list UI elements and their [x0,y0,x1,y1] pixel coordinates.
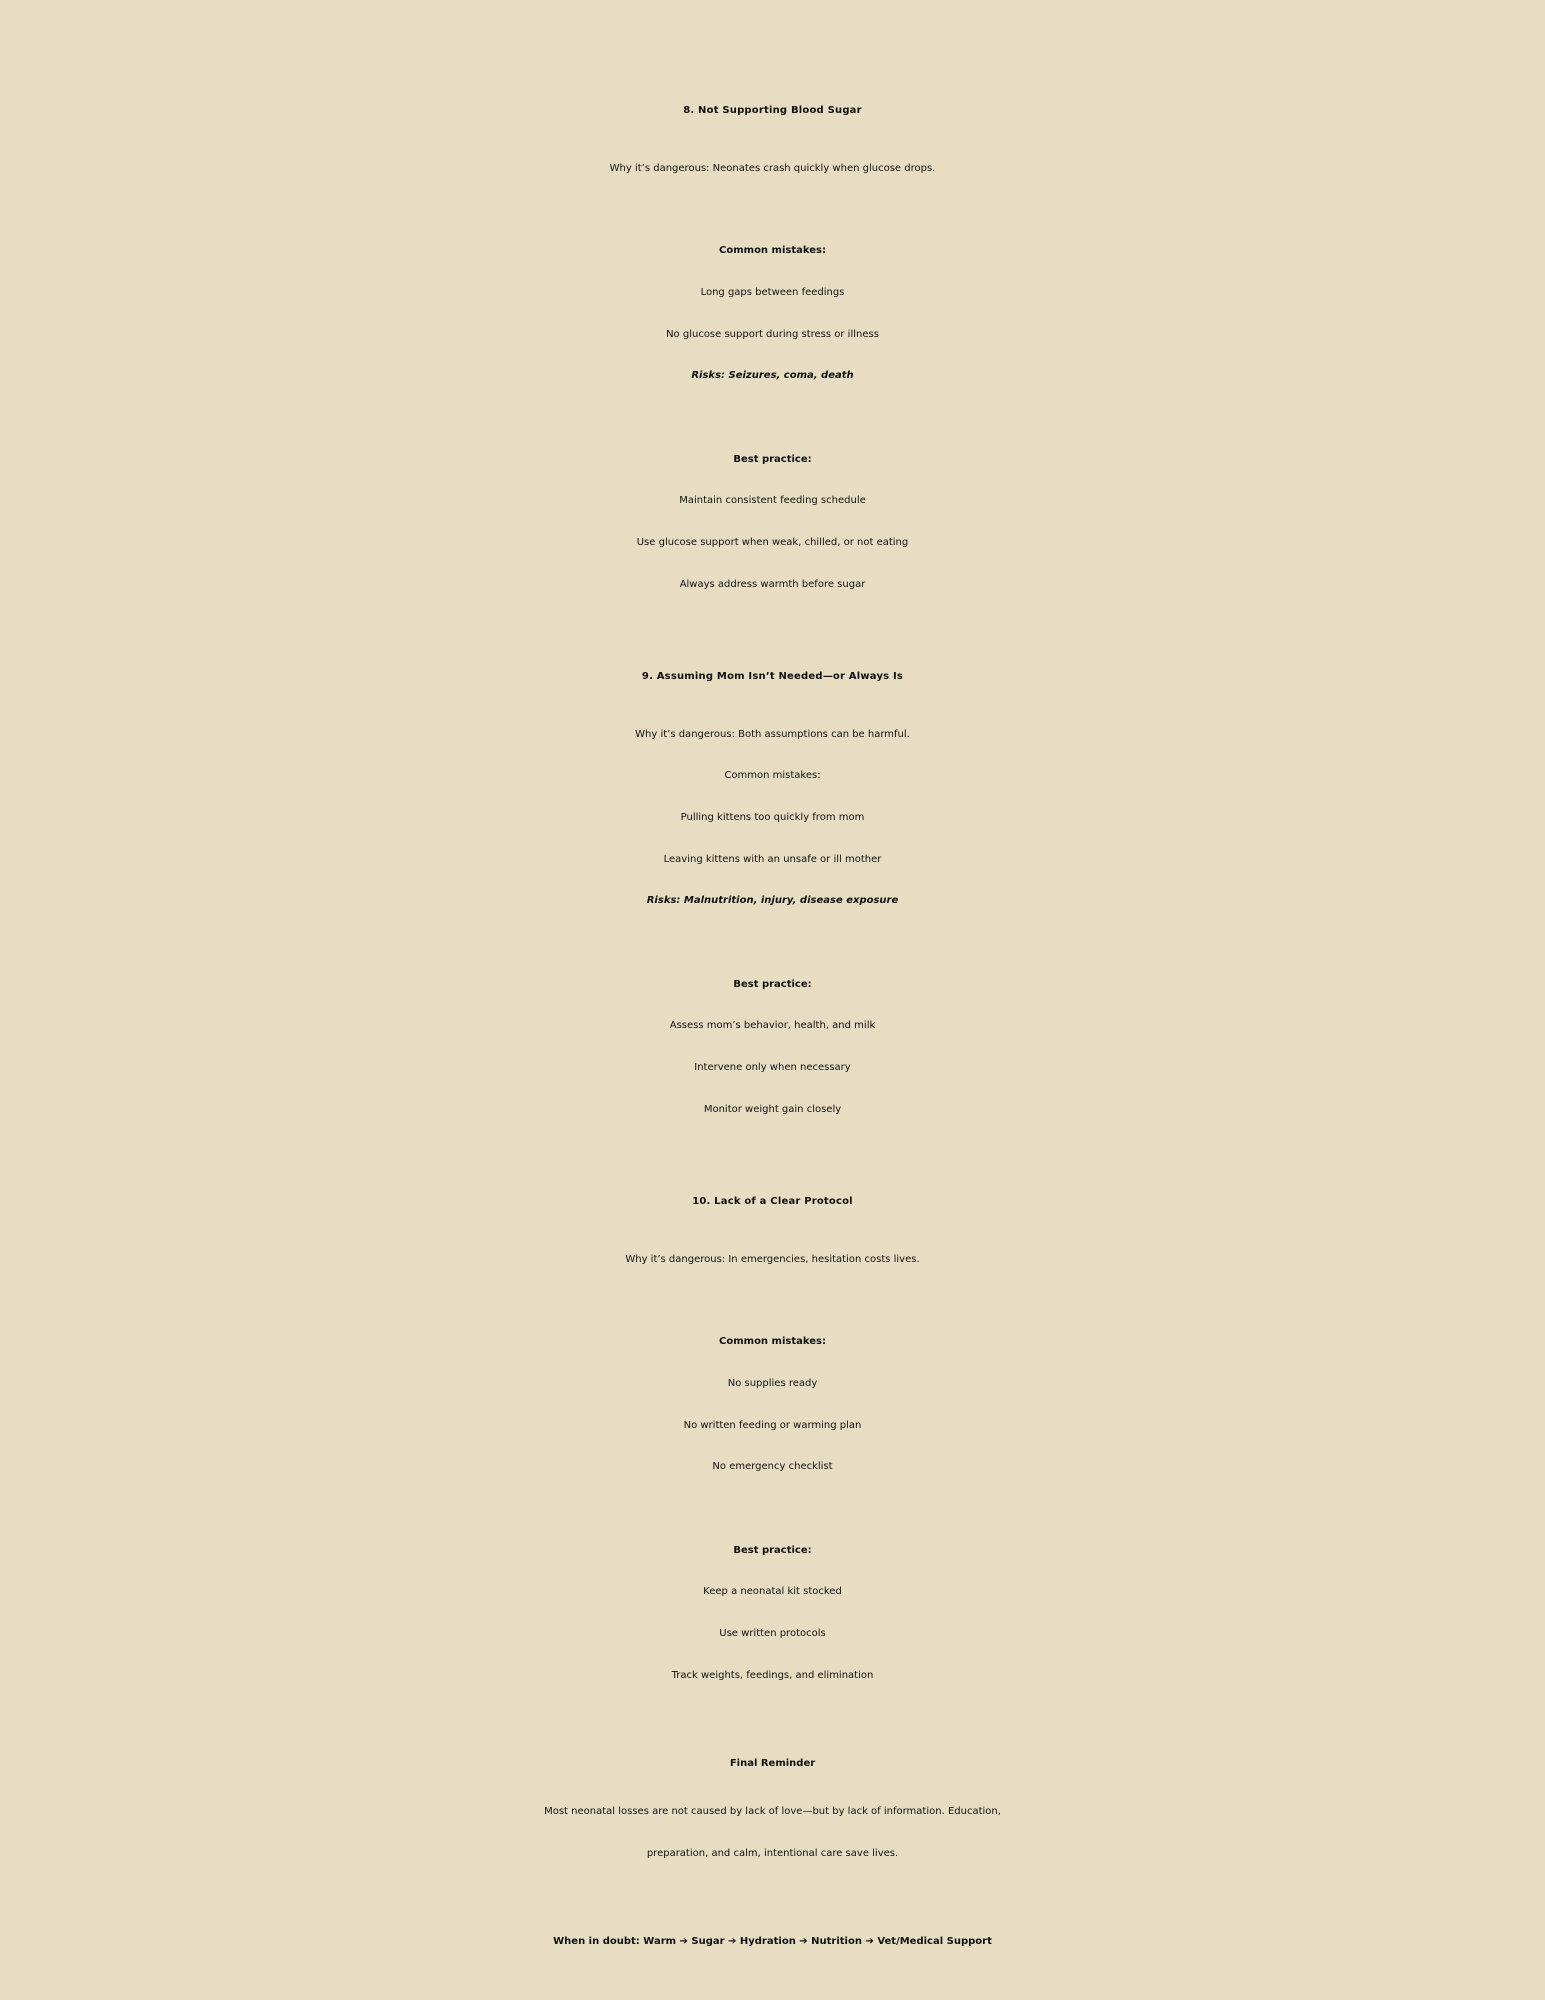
section-8-title: 8. Not Supporting Blood Sugar [683,105,862,116]
section-8-why: Why it’s dangerous: Neonates crash quickly when glucose drops. [609,163,936,174]
section-10-mistake-item: No emergency checklist [712,1461,833,1472]
section-8-mistakes-label: Common mistakes: [719,245,826,256]
section-8-mistake-item: No glucose support during stress or illness [666,329,879,340]
final-reminder-text: preparation, and calm, intentional care save lives. [646,1848,899,1859]
section-10-practice-item: Use written protocols [719,1628,826,1639]
section-9-mistake-item: Leaving kittens with an unsafe or ill mother [663,854,882,865]
section-10-practice-item: Keep a neonatal kit stocked [703,1586,842,1597]
section-9-title: 9. Assuming Mom Isn’t Needed—or Always Is [641,671,904,682]
section-8-practice-item: Always address warmth before sugar [679,579,866,590]
section-10-mistakes-label: Common mistakes: [719,1336,826,1347]
section-10-title: 10. Lack of a Clear Protocol [692,1196,853,1207]
section-10-why: Why it’s dangerous: In emergencies, hesitation costs lives. [625,1254,920,1265]
section-9-practice-label: Best practice: [733,979,812,990]
final-reminder-text: Most neonatal losses are not caused by lack of love—but by lack of information. Education, [544,1806,1001,1817]
section-9-why: Why it’s dangerous: Both assumptions can be harmful. [635,729,910,740]
section-8-risks: Risks: Seizures, coma, death [691,370,854,381]
section-8-practice-item: Maintain consistent feeding schedule [679,495,866,506]
section-10-mistake-item: No written feeding or warming plan [683,1420,862,1431]
section-9-practice-item: Intervene only when necessary [694,1062,851,1073]
section-8-practice-item: Use glucose support when weak, chilled, or not eating [636,537,909,548]
section-9-mistakes-label: Common mistakes: [724,770,821,781]
section-10-practice-item: Track weights, feedings, and elimination [671,1670,874,1681]
section-10-mistake-item: No supplies ready [727,1378,818,1389]
section-8-practice-label: Best practice: [733,454,812,465]
when-in-doubt-sequence: When in doubt: Warm ➔ Sugar ➔ Hydration ➔ Nutrition ➔ Vet/Medical Support [553,1936,992,1947]
section-9-practice-item: Assess mom’s behavior, health, and milk [669,1020,876,1031]
section-9-practice-item: Monitor weight gain closely [703,1104,842,1115]
section-10-practice-label: Best practice: [733,1545,812,1556]
section-9-mistake-item: Pulling kittens too quickly from mom [680,812,865,823]
section-9-risks: Risks: Malnutrition, injury, disease exposure [646,895,899,906]
section-8-mistake-item: Long gaps between feedings [700,287,845,298]
final-reminder-title: Final Reminder [729,1758,816,1769]
